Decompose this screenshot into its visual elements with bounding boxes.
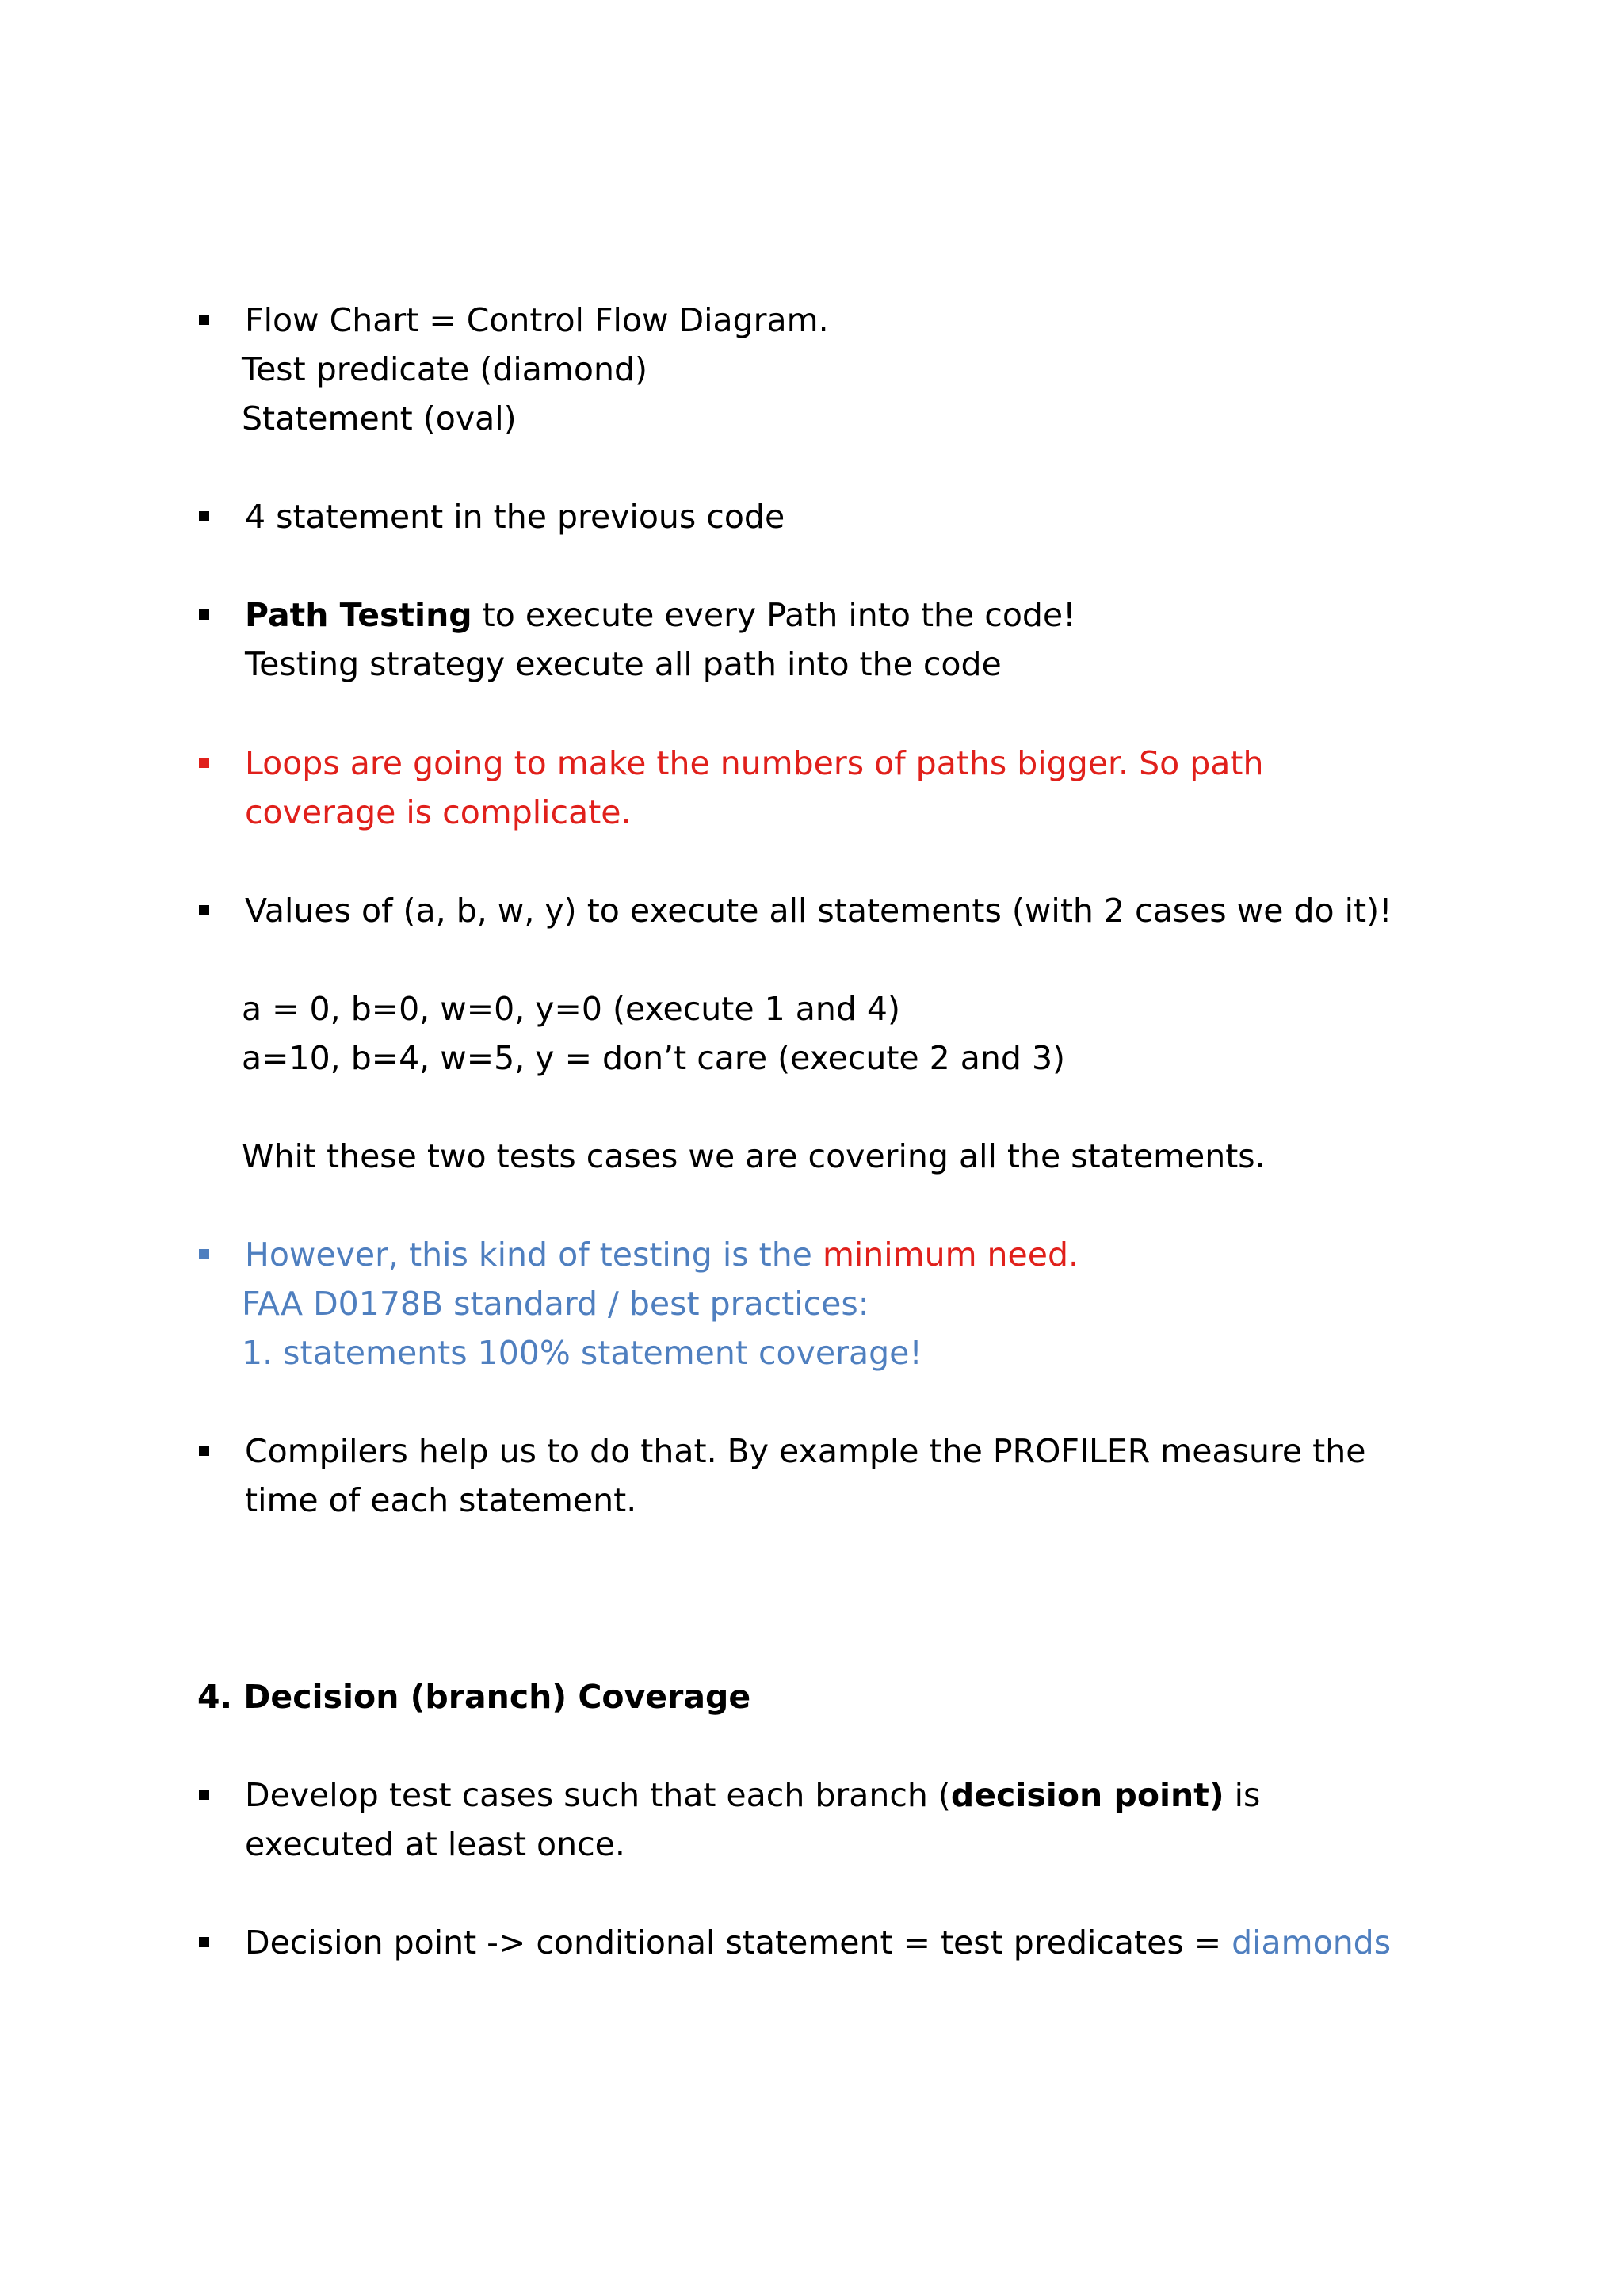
decision-point-text: Decision point -> conditional statement = test predicates = (245, 1924, 1232, 1962)
testing-strategy-line: Testing strategy execute all path into the code (245, 645, 1002, 683)
compilers-line-1: Compilers help us to do that. By example the PROFILER measure the (245, 1432, 1366, 1470)
bullet-marker (199, 1937, 209, 1947)
statement-oval-line: Statement (oval) (242, 399, 517, 437)
bullet-marker (199, 315, 209, 325)
section-heading: 4. Decision (branch) Coverage (197, 1678, 751, 1716)
path-testing-term: Path Testing (245, 596, 472, 634)
executed-once-line: executed at least once. (245, 1825, 625, 1863)
test-predicate-line: Test predicate (diamond) (242, 350, 647, 388)
bullet-marker (199, 758, 209, 768)
bullet-marker (199, 1446, 209, 1456)
values-line: Values of (a, b, w, y) to execute all statements (with 2 cases we do it)! (245, 892, 1392, 930)
decision-point-line (245, 1918, 1391, 1967)
develop-line (245, 1771, 1260, 1820)
bullet-marker (199, 905, 209, 915)
flow-chart-line: Flow Chart = Control Flow Diagram. (245, 301, 829, 339)
diamonds-text: diamonds (1232, 1924, 1392, 1962)
develop-post: is (1224, 1776, 1261, 1814)
bullet-marker (199, 1249, 209, 1259)
bullet-marker (199, 1790, 209, 1800)
minimum-need-text: minimum need. (822, 1236, 1079, 1274)
loops-line-2: coverage is complicate. (245, 793, 632, 831)
develop-pre: Develop test cases such that each branch ( (245, 1776, 951, 1814)
however-line (245, 1230, 1079, 1279)
compilers-line-2: time of each statement. (245, 1481, 637, 1519)
coverage-summary: Whit these two tests cases we are covering all the statements. (242, 1137, 1266, 1175)
bullet-marker (199, 609, 209, 620)
bullet-marker (199, 511, 209, 521)
path-testing-line (245, 590, 1076, 640)
path-testing-desc: to execute every Path into the code! (472, 596, 1076, 634)
decision-point-term: decision point) (950, 1776, 1224, 1814)
statement-coverage-line: 1. statements 100% statement coverage! (242, 1334, 922, 1372)
statement-count-line: 4 statement in the previous code (245, 498, 785, 536)
test-case-1: a = 0, b=0, w=0, y=0 (execute 1 and 4) (242, 990, 900, 1028)
test-case-2: a=10, b=4, w=5, y = don’t care (execute 2 and 3) (242, 1039, 1066, 1077)
loops-line-1: Loops are going to make the numbers of paths bigger. So path (245, 744, 1264, 782)
faa-standard-line: FAA D0178B standard / best practices: (242, 1285, 869, 1323)
however-text: However, this kind of testing is the (245, 1236, 823, 1274)
